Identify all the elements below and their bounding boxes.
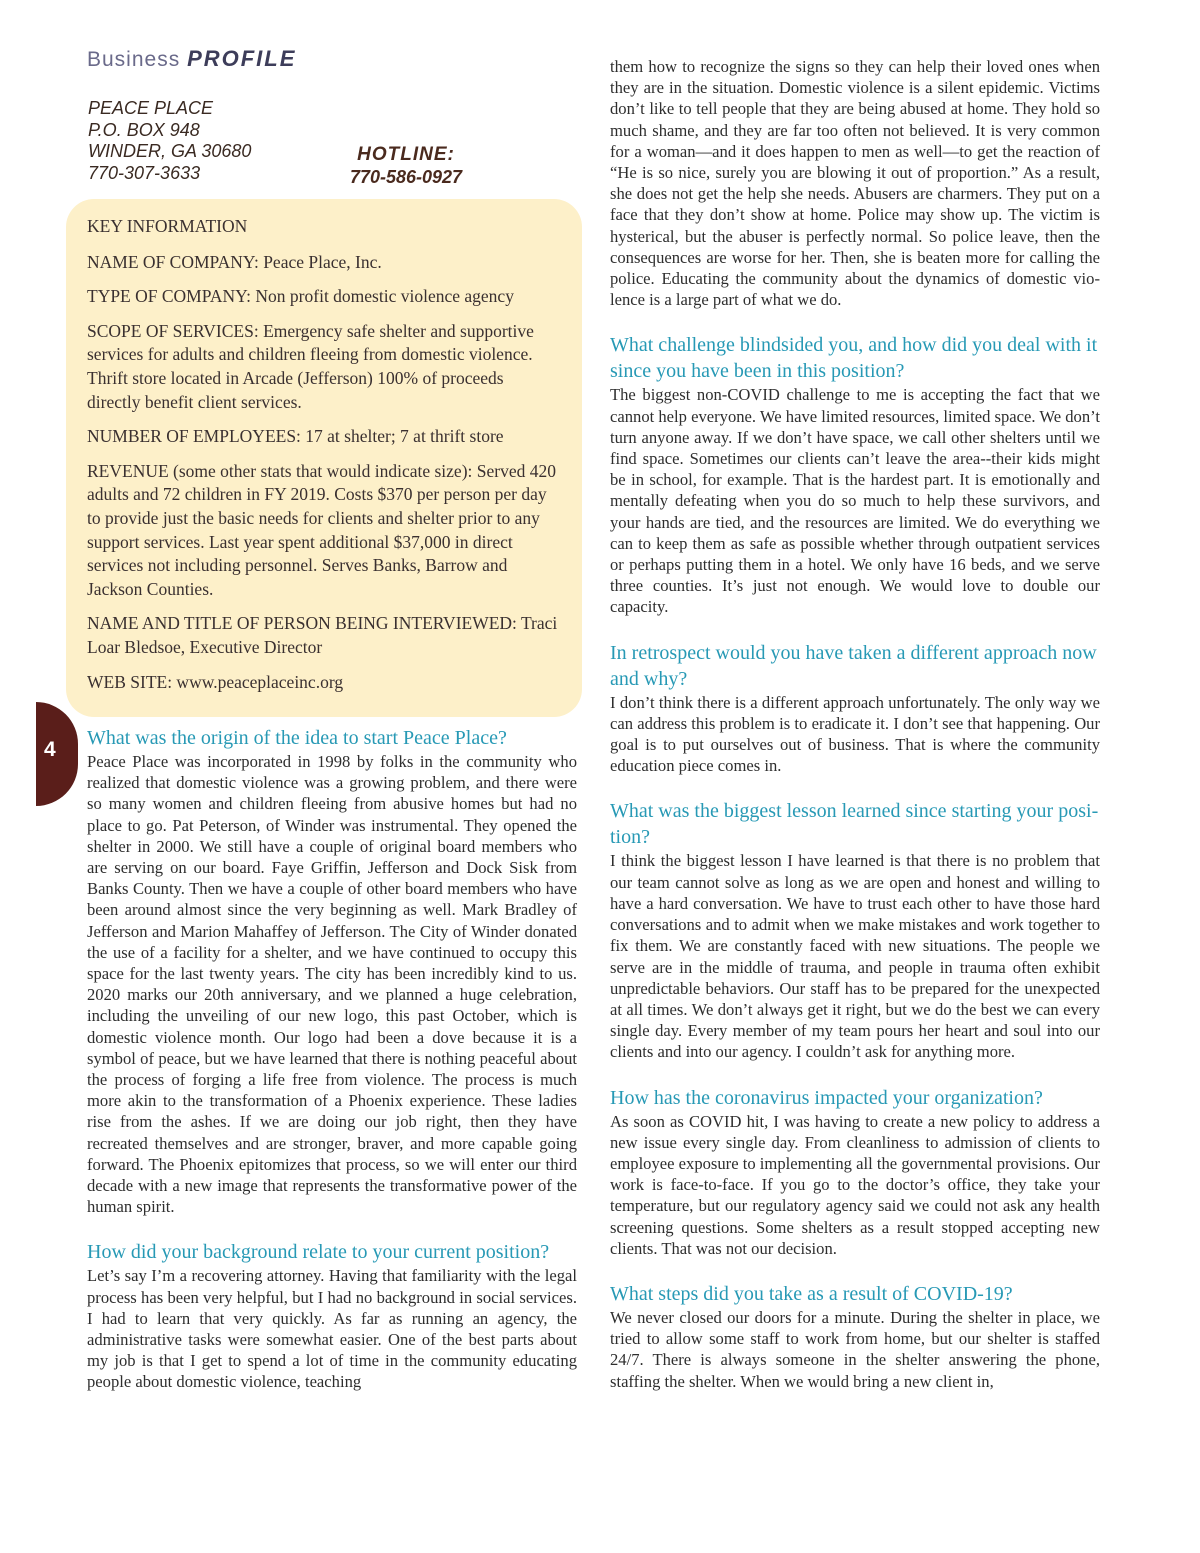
company-address: [88, 98, 251, 184]
website: WEB SITE: www.peaceplaceinc.org: [87, 671, 344, 692]
challenge-answer: The biggest non-COVID challenge to me is accepting the fact that we cannot help everyone. We have limited resources, limited space. We don’t turn anyone away. If we don’t have space, we call other shelters until we find space. Sometimes our clients can’t leave the area--their kids might be in school, for example. That is the hardest part. It is emotionally and mentally defeating when you do so much to help these survivors, and your hands are tied, and the resources are limited. We do everything we can to keep them as safe as possible whether through outpatient services or perhaps putting them in a hotel. We only have 16 beds, and we serve three counties. It’s just not enough. We would love to double our capacity.: [610, 385, 1100, 617]
right-column: [610, 56, 1100, 1414]
origin-question: What was the origin of the idea to start Peace Place?: [87, 727, 507, 749]
key-information-title: KEY INFORMATION: [87, 216, 248, 236]
challenge-section: [610, 332, 1100, 617]
section-label-strong: PROFILE: [187, 46, 297, 71]
covid-steps-question: What steps did you take as a result of COVID-19?: [610, 1282, 1013, 1305]
key-information-box: [66, 199, 582, 717]
left-column: [87, 725, 577, 1415]
origin-section: [87, 725, 577, 1217]
hotline: [326, 143, 486, 189]
origin-answer: Peace Place was incorporated in 1998 by folks in the community who realized that domestic violence was a growing problem, and there were so many women and children fleeing from abusive homes but had no place to go. Pat Peterson, of Winder was instrumental. They opened the shelter in 2000. We still have a couple of original board members who are serving on our board. Faye Griffin, Jefferson and Dock Sisk from Banks County. Then we have a couple of other board members who have been around almost since the very beginning as well. Mark Bradley of Jefferson and Marion Mahaffey of Jefferson. The City of Winder donated the use of a facility for a shelter, and we have continued to occupy this space for the last twenty years. The city has been incredibly kind to us. 2020 marks our 20th anniversary, and we planned a huge celebration, including the unveiling of our new logo, this past October, which is domestic violence month. Our logo had been a dove because it is a symbol of peace, but we have learned that there is nothing peaceful about the process of forging a life free from violence. The process is much more akin to the transformation of a Phoenix experience. These ladies rise from the ashes. If we are doing our job right, then they have recreated themselves and are stronger, braver, and more capable going forward. The Phoenix epitomizes that process, so we will enter our third decade with a new image that represents the transformative power of the human spirit.: [87, 752, 577, 1217]
address-name: PEACE PLACE: [88, 98, 214, 118]
hotline-phone: 770-586-0927: [349, 167, 463, 187]
lesson-section: [610, 798, 1100, 1062]
revenue: REVENUE (some other stats that would indicate size): Served 420 adults and 72 children in FY 2019. Costs $370 per person per day to provide just the basic needs for clients and shelter prior to any support services. Last year spent additional $37,000 in direct services not including personnel. Serves Banks, Barrow and Jackson Counties.: [87, 460, 556, 599]
page-number: 4: [44, 738, 56, 761]
retrospect-answer: I don’t think there is a different approach unfortunately. The only way we can address this problem is to eradicate it. I don’t see that happening. Our goal is to put ourselves out of business. That is where the community education piece comes in.: [610, 692, 1100, 776]
coronavirus-section: [610, 1085, 1100, 1259]
background-answer: Let’s say I’m a recovering attorney. Having that familiarity with the legal process has been very helpful, but I had no background in social services. I had to learn that very quickly. As far as running an agency, the administrative tasks were somewhat easier. One of the best parts about my job is that I get to spend a lot of time in the community educating people about domestic violence, teaching: [87, 1266, 577, 1392]
hotline-label: HOTLINE:: [357, 144, 455, 165]
company-name: NAME OF COMPANY: Peace Place, Inc.: [87, 251, 382, 272]
covid-steps-answer: We never closed our doors for a minute. During the shelter in place, we tried to allow some staff to work from home, but our shelter is staffed 24/7. There is always someone in the shelter answering the phone, staffing the shelter. When we would bring a new client in,: [610, 1307, 1100, 1391]
continued-answer: them how to recognize the signs so they can help their loved ones when they are in the situation. Domestic violence is a silent epidemic. Victims don’t like to tell people that they are being abused at home. They hold so much shame, and they are far too often not believed. It is very common for a woman—and it does happen to men as well—to get the reaction of “He is so nice, surely you are blowing it out of proportion.” As a result, she does not get the help she needs. Abusers are charmers. They put on a face that they don’t show at home. Police may show up. The victim is hysterical, but the abuser is perfectly normal. So police leave, then the consequences are worse for her. Then, she is beaten more for calling the police. Educating the community about the dynamics of domestic violence is a large part of what we do.: [610, 57, 1100, 310]
background-question: How did your background relate to your current position?: [87, 1241, 550, 1264]
covid-steps-section: [610, 1281, 1100, 1392]
lesson-answer: I think the biggest lesson I have learned is that there is no problem that our team cannot solve as long as we are open and honest and willing to have a hard conversation. We have to trust each other to have those hard conversations and to admit when we make mistakes and work together to fix them. We are constantly faced with new situations. The people we serve are in the middle of trauma, and people in trauma often exhibit unpredictable behaviors. Our staff has to be prepared for the unexpected at all times. We don’t always get it right, but we do the best we can every single day. Every member of my team pours her heart and soul into our clients and into our agency. I couldn’t ask for anything more.: [610, 851, 1100, 1062]
scope-of-services: SCOPE OF SERVICES: Emergency safe shelter and supportive services for adults and children fleeing from domestic violence. Thrift store located in Arcade (Jefferson) 100% of proceeds directly benefit client services.: [87, 320, 534, 412]
interviewee: NAME AND TITLE OF PERSON BEING INTERVIEWED: Traci Loar Bledsoe, Executive Director: [87, 613, 558, 657]
continued-section: [610, 56, 1100, 310]
address-po-box: P.O. BOX 948: [88, 119, 200, 140]
address-city: WINDER, GA 30680: [88, 141, 252, 161]
coronavirus-answer: As soon as COVID hit, I was having to create a new policy to address a new issue every single day. From cleanliness to admission of clients to employee exposure to implementing all the governmental provisions. Our work is face-to-face. If you go to the doctor’s office, they take your temperature, but our regulatory agency said we could not ask any health screening questions. Some shelters as a result stopped accepting new clients. That was not our decision.: [610, 1111, 1100, 1258]
section-label-prefix: Business: [87, 48, 181, 71]
company-type: TYPE OF COMPANY: Non profit domestic violence agency: [87, 286, 514, 307]
page-number-tab: [36, 702, 78, 806]
address-phone: 770-307-3633: [88, 162, 201, 183]
coronavirus-question: How has the coronavirus impacted your organization?: [610, 1086, 1043, 1109]
lesson-question: What was the biggest lesson learned since starting your position?: [610, 800, 1099, 849]
number-of-employees: NUMBER OF EMPLOYEES: 17 at shelter; 7 at thrift store: [87, 426, 504, 447]
retrospect-question: In retrospect would you have taken a different approach now and why?: [610, 641, 1097, 690]
challenge-question: What challenge blindsided you, and how did you deal with it since you have been in this position?: [610, 334, 1098, 383]
retrospect-section: [610, 640, 1100, 777]
section-label: [87, 46, 296, 72]
background-section: [87, 1239, 577, 1392]
